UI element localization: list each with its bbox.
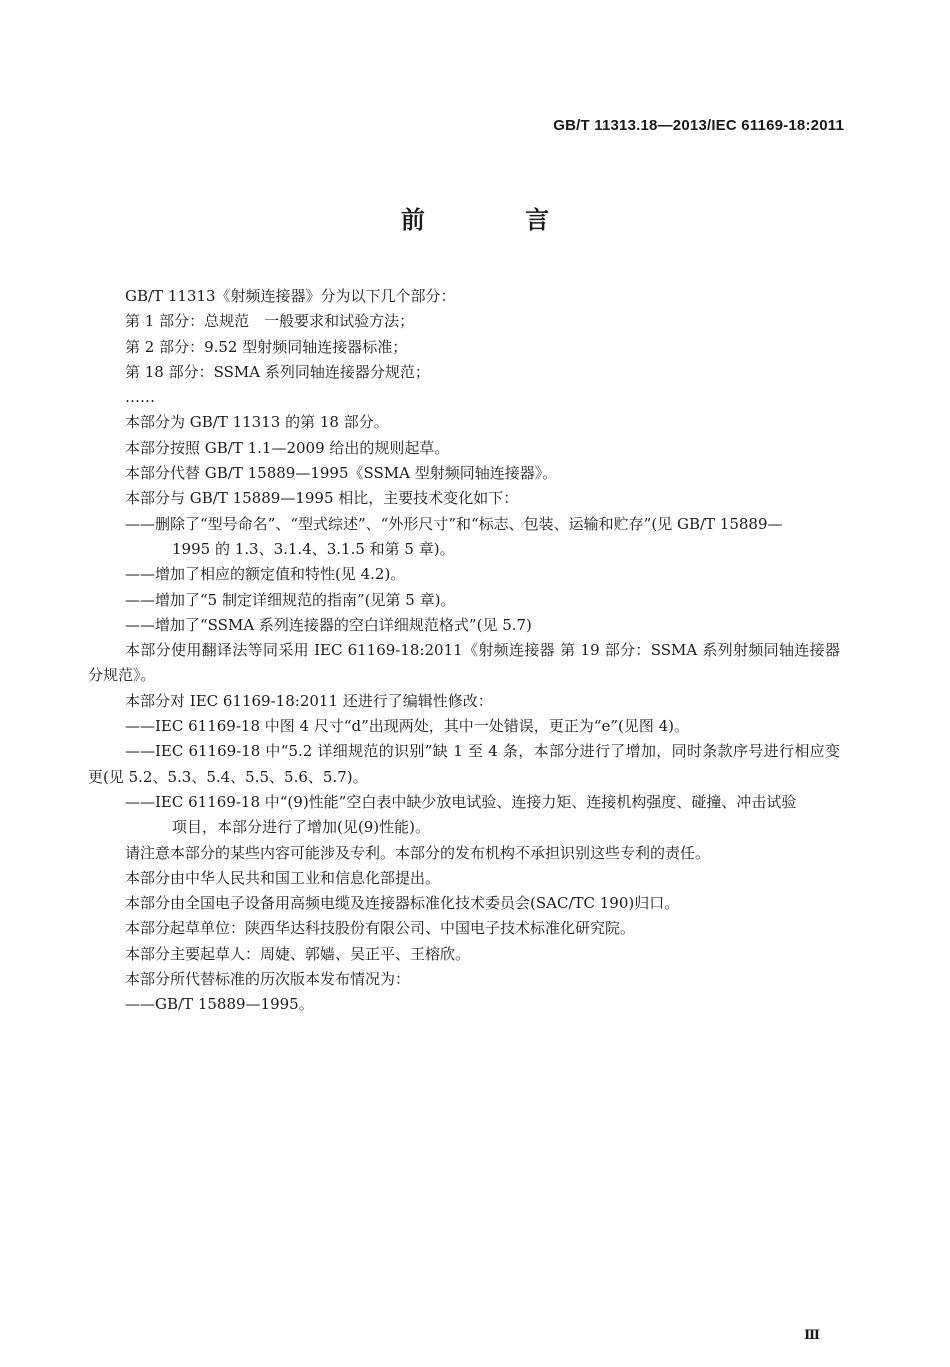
list-item: ——增加了“5 制定详细规范的指南”(见第 5 章)。 xyxy=(125,590,456,609)
list-item: ——删除了“型号命名”、“型式综述”、“外形尺寸”和“标志、包装、运输和贮存”(见 GB/T 15889— xyxy=(125,514,783,533)
paragraph: 本部分对 IEC 61169-18:2011 还进行了编辑性修改： xyxy=(125,691,493,710)
paragraph: …… xyxy=(125,388,155,407)
list-item: ——GB/T 15889—1995。 xyxy=(125,995,314,1014)
paragraph: 本部分主要起草人：周婕、郭嫱、吴正平、王榕欣。 xyxy=(125,944,471,963)
list-item: ——IEC 61169-18 中图 4 尺寸“d”出现两处，其中一处错误，更正为“e”(见图 4)。 xyxy=(125,717,690,736)
standard-code-header: GB/T 11313.18—2013/IEC 61169-18:2011 xyxy=(553,117,844,134)
paragraph: 本部分由全国电子设备用高频电缆及连接器标准化技术委员会(SAC/TC 190)归口。 xyxy=(125,894,680,913)
paragraph: 本部分使用翻译法等同采用 IEC 61169-18:2011《射频连接器 第 19 部分：SSMA 系列射频同轴连接器分规范》。 xyxy=(88,641,840,685)
list-item: ——增加了“SSMA 系列连接器的空白详细规范格式”(见 5.7) xyxy=(125,615,532,634)
paragraph: 本部分为 GB/T 11313 的第 18 部分。 xyxy=(125,413,389,432)
paragraph: 第 1 部分：总规范 一般要求和试验方法； xyxy=(125,312,415,331)
paragraph: 本部分所代替标准的历次版本发布情况为： xyxy=(125,970,411,989)
paragraph: 第 2 部分：9.52 型射频同轴连接器标准； xyxy=(125,337,408,356)
paragraph: 第 18 部分：SSMA 系列同轴连接器分规范； xyxy=(125,362,430,381)
list-item: ——IEC 61169-18 中“5.2 详细规范的识别”缺 1 至 4 条，本部分进行了增加，同时条款序号进行相应变更(见 5.2、5.3、5.4、5.5、5.6、5.7)。 xyxy=(88,742,840,786)
list-item: ——增加了相应的额定值和特性(见 4.2)。 xyxy=(125,565,406,584)
paragraph: 请注意本部分的某些内容可能涉及专利。本部分的发布机构不承担识别这些专利的责任。 xyxy=(125,843,711,862)
list-item: ——IEC 61169-18 中“(9)性能”空白表中缺少放电试验、连接力矩、连接机构强度、碰撞、冲击试验 xyxy=(125,792,797,811)
paragraph: 本部分由中华人民共和国工业和信息化部提出。 xyxy=(125,868,441,887)
foreword-body xyxy=(88,284,840,1018)
page-title: 前 言 xyxy=(400,206,596,234)
paragraph: 本部分起草单位：陕西华达科技股份有限公司、中国电子技术标准化研究院。 xyxy=(125,919,636,938)
list-item-continuation: 项目，本部分进行了增加(见(9)性能)。 xyxy=(172,818,430,837)
paragraph: 本部分按照 GB/T 1.1—2009 给出的规则起草。 xyxy=(125,438,450,457)
page-number: Ⅲ xyxy=(804,1328,820,1343)
paragraph: 本部分与 GB/T 15889—1995 相比，主要技术变化如下： xyxy=(125,489,519,508)
list-item-continuation: 1995 的 1.3、3.1.4、3.1.5 和第 5 章)。 xyxy=(172,539,455,558)
paragraph: 本部分代替 GB/T 15889—1995《SSMA 型射频同轴连接器》。 xyxy=(125,464,558,483)
paragraph: GB/T 11313《射频连接器》分为以下几个部分： xyxy=(125,287,456,305)
